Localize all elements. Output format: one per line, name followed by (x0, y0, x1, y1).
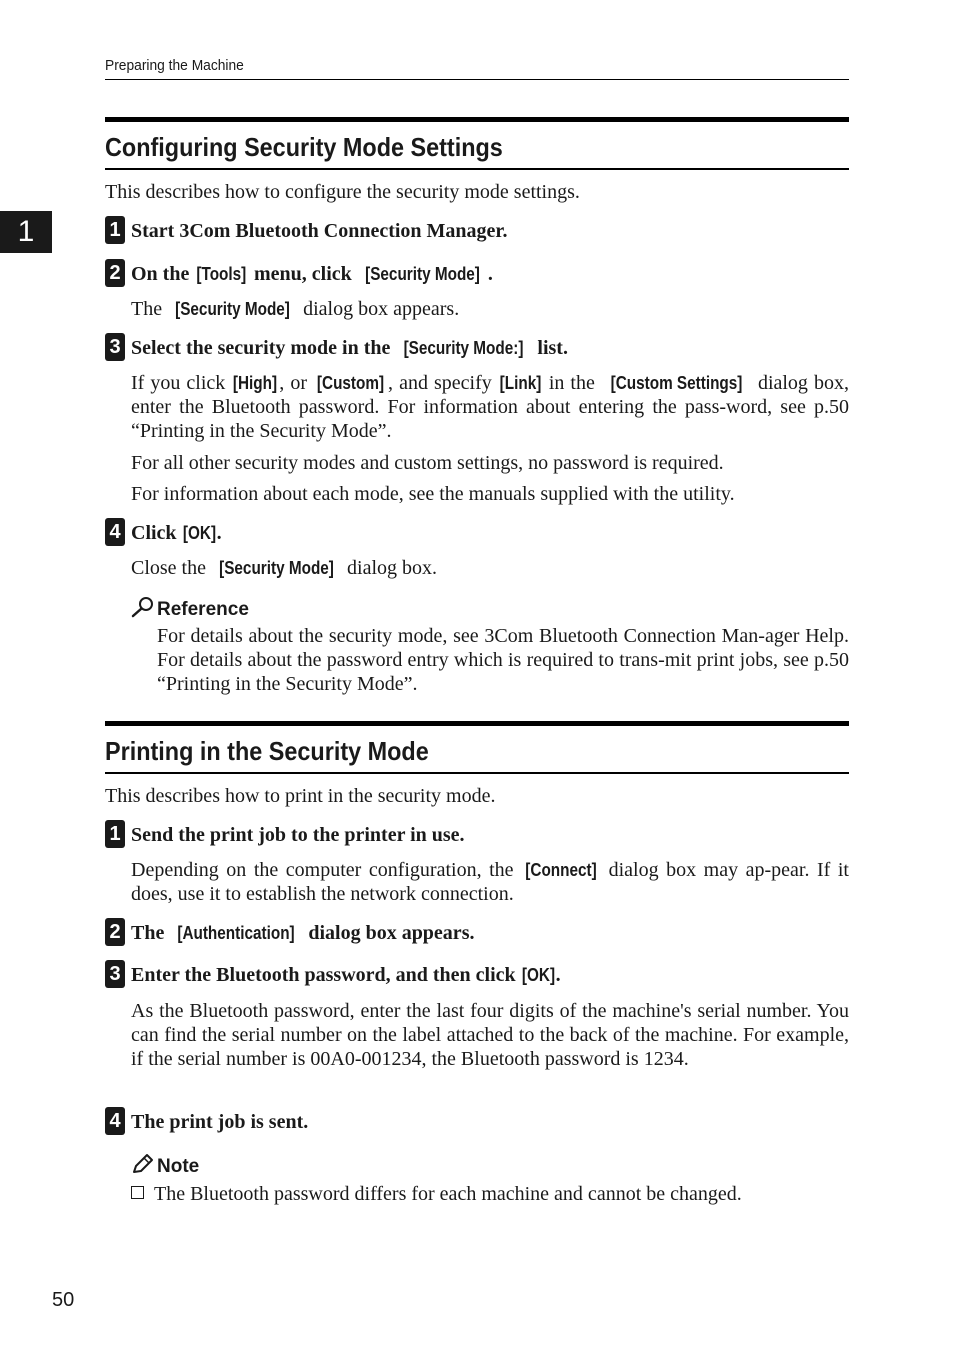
step-3-para-1 (131, 371, 849, 443)
step-title: Send the print job to the printer in use. (131, 824, 465, 846)
running-header: Preparing the Machine (105, 57, 244, 74)
step-title: Start 3Com Bluetooth Connection Manager. (131, 220, 508, 242)
step-3-para-3: For information about each mode, see the manuals supplied with the utility. (131, 483, 735, 505)
dialog-name: [Security Mode] (175, 299, 290, 319)
step-title (131, 521, 222, 545)
text: Enter the Bluetooth password, and then click (131, 964, 521, 986)
text: list. (532, 337, 568, 359)
page-number: 50 (52, 1289, 75, 1311)
step-title (131, 262, 493, 286)
text: dialog box may ap-pear. If it does, use it to establish the network connection. (131, 859, 849, 905)
text: The (131, 298, 168, 320)
text: The (131, 922, 170, 944)
chapter-tab: 1 (0, 211, 52, 253)
checkbox-icon (131, 1186, 144, 1199)
note-label: Note (157, 1156, 200, 1177)
step-3-body: As the Bluetooth password, enter the last four digits of the machine's serial number. You can find the serial number on the label attached to the back of the machine. For example, if the serial number is 00A0-001234, the Bluetooth password is 1234. (131, 1000, 849, 1070)
step-number: 4 (105, 518, 125, 546)
text: On the (131, 263, 195, 285)
text: Click (131, 522, 182, 544)
note-heading (131, 1153, 199, 1182)
menu-name: [Tools] (196, 264, 247, 284)
pencil-icon (131, 1153, 155, 1182)
text: . (555, 964, 561, 986)
dialog-name: [Custom Settings] (610, 373, 743, 393)
text: dialog box. (342, 557, 438, 579)
text: , and specify (388, 372, 498, 394)
text: Depending on the computer configuration, the (131, 859, 522, 881)
dialog-name: [Security Mode] (219, 558, 334, 578)
section-title: Printing in the Security Mode (105, 736, 429, 766)
list-name: [Security Mode:] (403, 338, 524, 358)
header-rule (105, 79, 849, 80)
text: Select the security mode in the (131, 337, 396, 359)
text: in the (542, 372, 601, 394)
dialog-name: [Connect] (525, 860, 597, 880)
text: Close the (131, 557, 211, 579)
section-intro: This describes how to configure the security mode settings. (105, 181, 580, 203)
section-printing-security (105, 721, 849, 808)
dialog-name: [Authentication] (177, 923, 295, 943)
step-title (131, 921, 474, 945)
text: If you click (131, 372, 232, 394)
reference-heading (131, 596, 249, 625)
text: . (487, 263, 493, 285)
text: menu, click (249, 263, 357, 285)
step-number: 3 (105, 333, 125, 361)
option-name: [Link] (499, 373, 542, 393)
step-number: 1 (105, 216, 125, 244)
option-name: [Custom] (316, 373, 385, 393)
step-title: The print job is sent. (131, 1111, 309, 1133)
step-4-body (131, 556, 849, 580)
step-number: 4 (105, 1107, 125, 1135)
reference-label: Reference (157, 599, 249, 620)
reference-text: For details about the security mode, see 3Com Bluetooth Connection Man-ager Help. For details about the password entry which is required to trans-mit print jobs, see p.50 “Printing in the Security Mode”. (157, 625, 849, 695)
text: . (216, 522, 222, 544)
step-number: 3 (105, 960, 125, 988)
section-bottom-rule (105, 168, 849, 170)
step-number: 2 (105, 259, 125, 287)
note-item (131, 1182, 849, 1206)
text: dialog box, enter the Bluetooth password. For information about entering the pass-word, see p.50 “Printing in the Security Mode”. (131, 372, 849, 442)
button-name: [OK] (521, 965, 555, 985)
step-1-body (131, 858, 849, 906)
step-number: 1 (105, 820, 125, 848)
text: dialog box appears. (303, 922, 475, 944)
section-title: Configuring Security Mode Settings (105, 132, 503, 162)
text: dialog box appears. (298, 298, 460, 320)
magnifier-icon (131, 596, 155, 625)
option-name: [High] (233, 373, 278, 393)
step-3-para-2: For all other security modes and custom settings, no password is required. (131, 452, 724, 474)
button-name: [OK] (182, 523, 216, 543)
step-title (131, 336, 568, 360)
section-intro: This describes how to print in the security mode. (105, 785, 496, 807)
section-bottom-rule (105, 772, 849, 774)
menu-item-name: [Security Mode] (364, 264, 480, 284)
section-configuring-security (105, 117, 849, 204)
text: , or (279, 372, 314, 394)
step-number: 2 (105, 918, 125, 946)
step-2-body (131, 297, 849, 321)
step-title (131, 963, 561, 987)
note-text: The Bluetooth password differs for each machine and cannot be changed. (154, 1183, 742, 1205)
